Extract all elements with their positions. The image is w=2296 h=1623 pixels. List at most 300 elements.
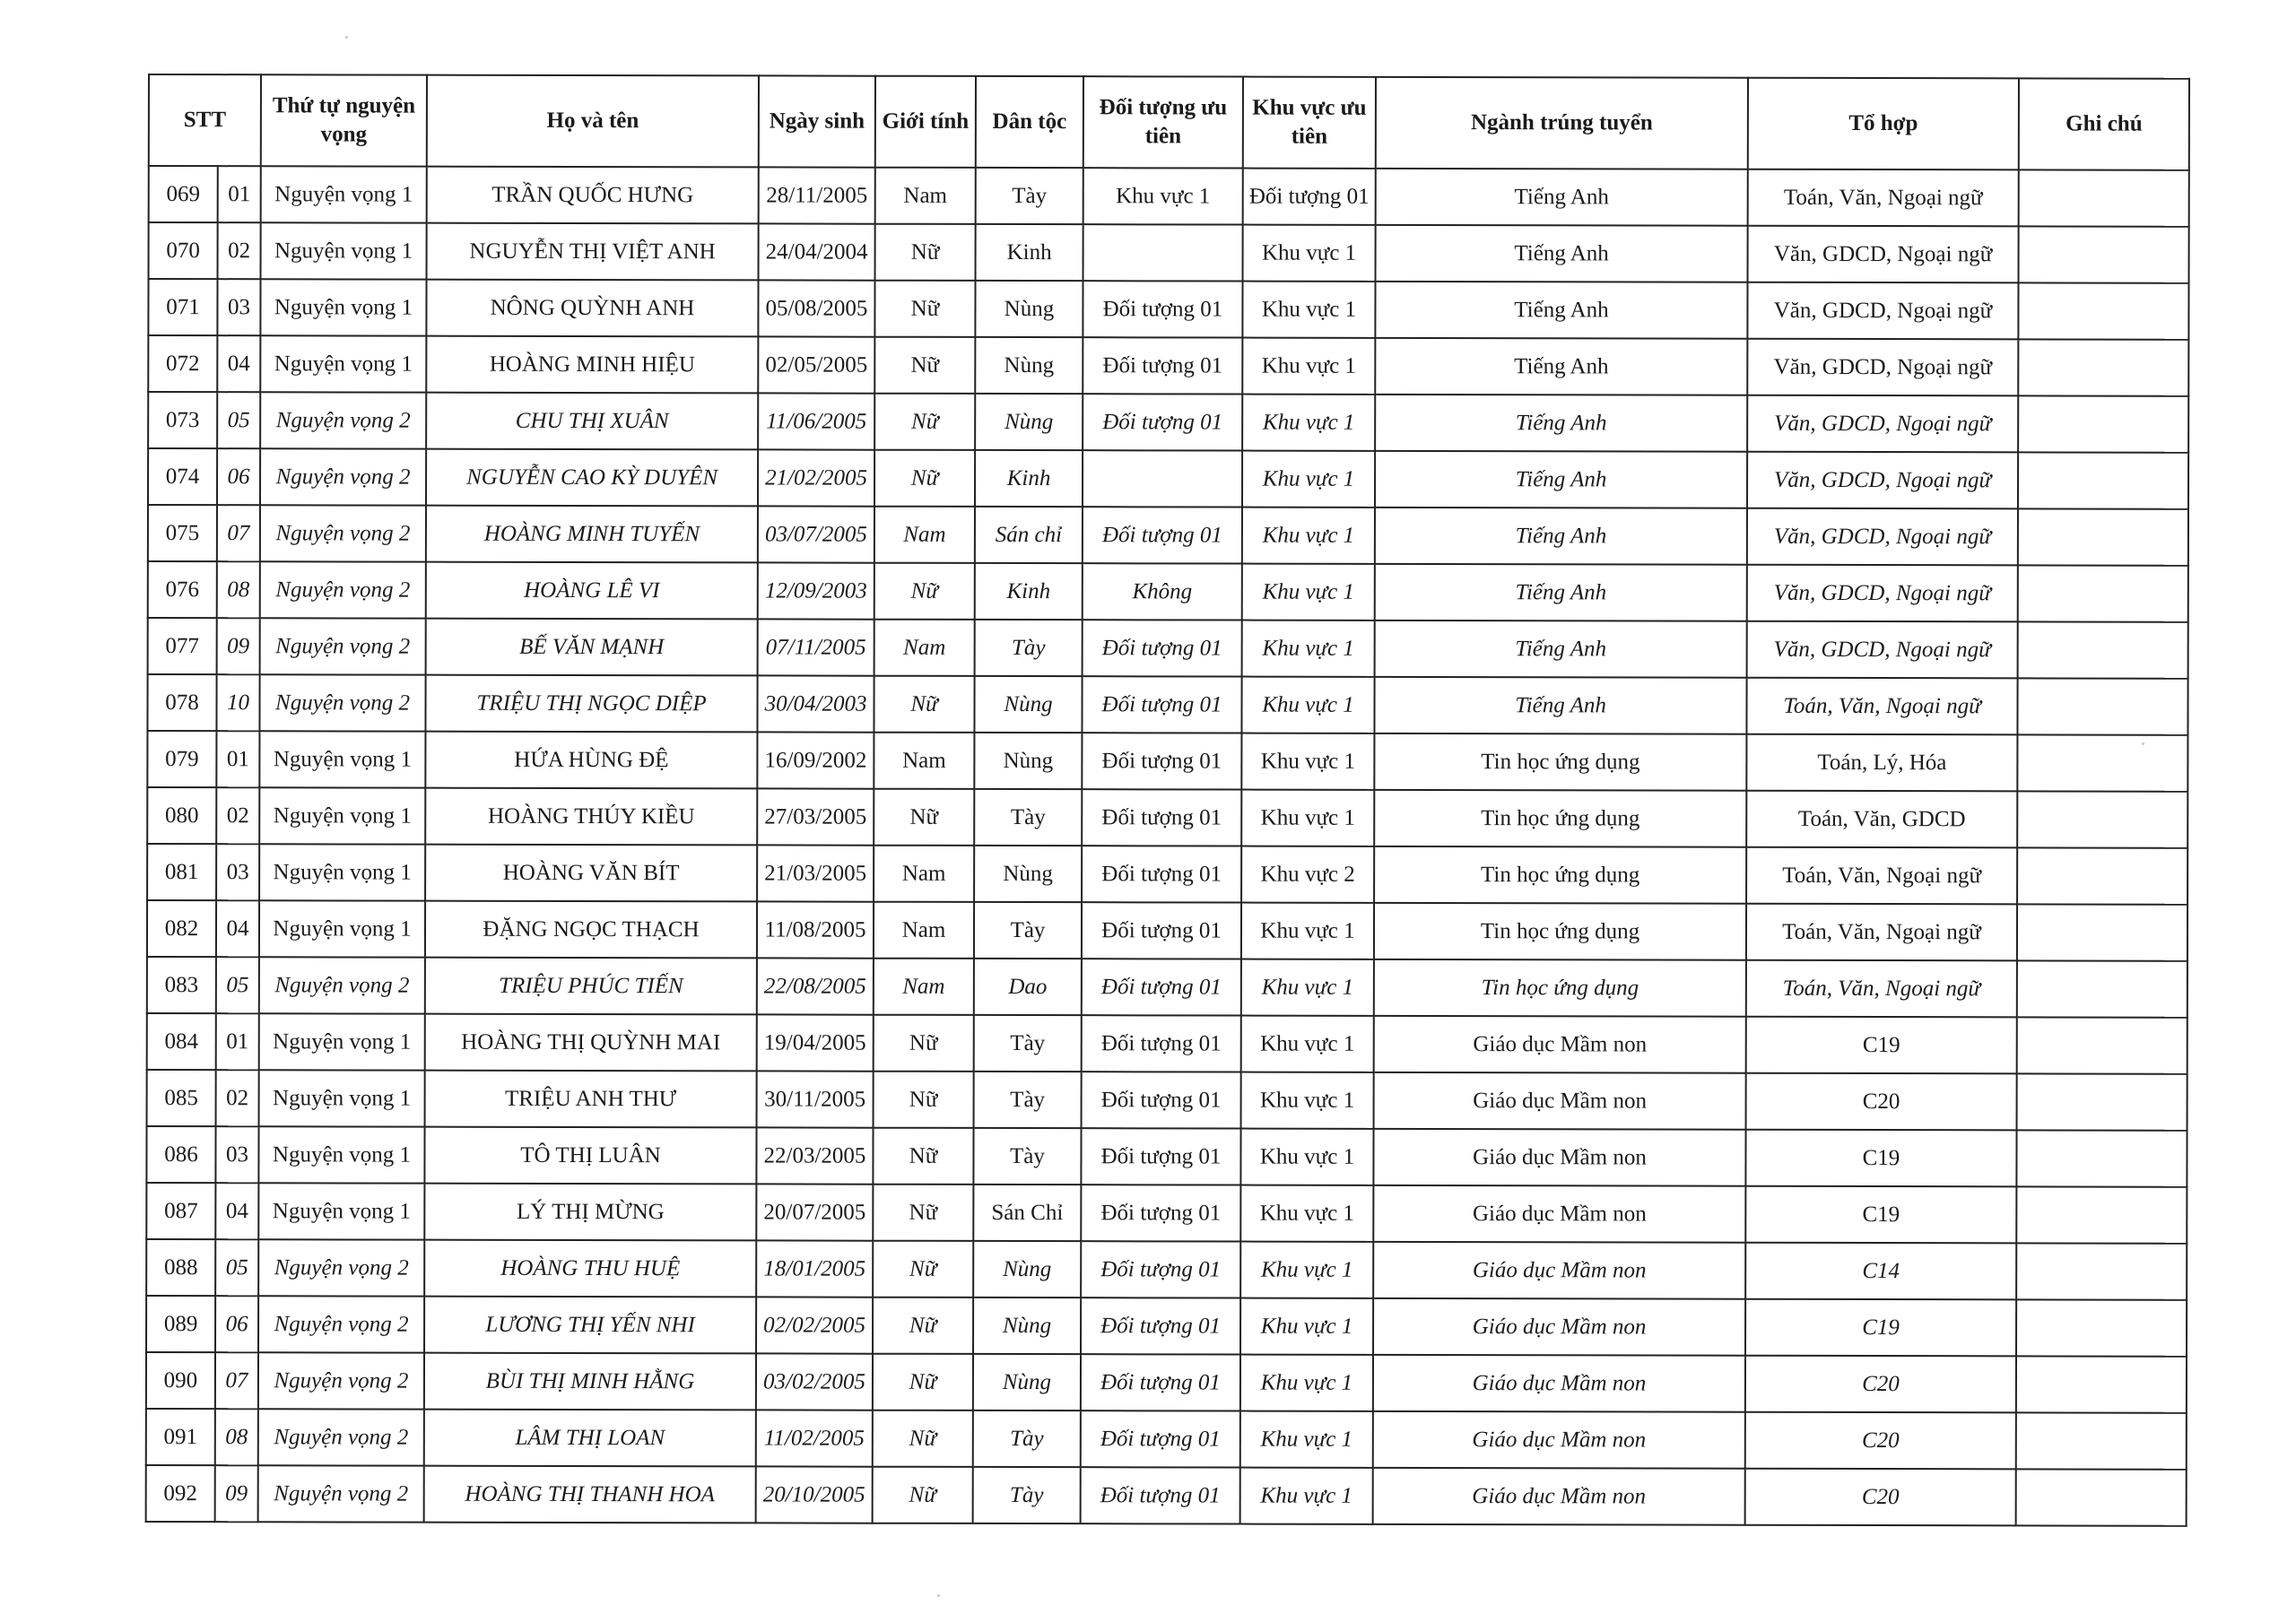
cell-name: TRIỆU THỊ NGỌC DIỆP bbox=[425, 675, 757, 733]
cell-name: NGUYỄN CAO KỲ DUYÊN bbox=[426, 449, 758, 507]
cell-sub-index: 05 bbox=[216, 957, 259, 1013]
table-row bbox=[147, 957, 2187, 1018]
cell-sub-index: 04 bbox=[217, 335, 260, 392]
cell-order: Nguyện vọng 2 bbox=[260, 561, 426, 618]
table-row bbox=[148, 505, 2188, 566]
cell-note bbox=[2018, 621, 2188, 678]
cell-combination: Văn, GDCD, Ngoại ngữ bbox=[1747, 282, 2018, 340]
cell-stt: 088 bbox=[146, 1239, 215, 1296]
table-row bbox=[148, 561, 2188, 622]
cell-name: BÙI THỊ MINH HẰNG bbox=[424, 1353, 756, 1410]
cell-name: LÂM THỊ LOAN bbox=[424, 1410, 756, 1467]
cell-name: LƯƠNG THỊ YẾN NHI bbox=[424, 1297, 756, 1354]
cell-gender: Nữ bbox=[874, 450, 975, 507]
cell-major: Giáo dục Mầm non bbox=[1373, 1468, 1745, 1525]
cell-combination: Toán, Văn, GDCD bbox=[1746, 791, 2017, 848]
cell-priority-group: Không bbox=[1083, 563, 1242, 620]
cell-gender: Nữ bbox=[874, 394, 975, 450]
cell-order: Nguyện vọng 1 bbox=[261, 222, 427, 279]
cell-priority-area: Khu vực 1 bbox=[1242, 395, 1375, 451]
table-row bbox=[149, 222, 2189, 283]
cell-priority-area: Khu vực 1 bbox=[1240, 1129, 1373, 1185]
cell-ethnicity: Nùng bbox=[975, 337, 1083, 394]
cell-sub-index: 09 bbox=[217, 618, 260, 674]
cell-note bbox=[2016, 1186, 2187, 1243]
cell-dob: 05/08/2005 bbox=[758, 280, 874, 336]
cell-order: Nguyện vọng 1 bbox=[258, 1126, 424, 1183]
cell-ethnicity: Tày bbox=[973, 1128, 1081, 1185]
cell-gender: Nữ bbox=[874, 337, 975, 394]
cell-note bbox=[2016, 1243, 2187, 1299]
cell-note bbox=[2017, 904, 2187, 960]
cell-note bbox=[2019, 226, 2189, 282]
cell-combination: Văn, GDCD, Ngoại ngữ bbox=[1748, 226, 2019, 283]
cell-name: TRIỆU PHÚC TIẾN bbox=[425, 958, 757, 1015]
cell-major: Tiếng Anh bbox=[1375, 338, 1747, 395]
cell-ethnicity: Nùng bbox=[974, 733, 1082, 789]
cell-sub-index: 03 bbox=[215, 1126, 258, 1183]
cell-order: Nguyện vọng 1 bbox=[259, 900, 425, 957]
cell-dob: 21/03/2005 bbox=[757, 845, 874, 901]
cell-stt: 083 bbox=[147, 957, 216, 1013]
cell-sub-index: 06 bbox=[215, 1296, 258, 1352]
table-row bbox=[146, 1126, 2187, 1187]
cell-note bbox=[2017, 1017, 2187, 1073]
cell-priority-group: Đối tượng 01 bbox=[1081, 1410, 1240, 1467]
cell-order: Nguyện vọng 1 bbox=[259, 731, 425, 787]
cell-priority-area: Đối tượng 01 bbox=[1243, 169, 1376, 225]
cell-priority-area: Khu vực 1 bbox=[1242, 338, 1375, 395]
cell-name: NÔNG QUỲNH ANH bbox=[426, 280, 758, 337]
cell-sub-index: 05 bbox=[217, 392, 260, 448]
cell-priority-group: Đối tượng 01 bbox=[1081, 1298, 1240, 1354]
cell-major: Tiếng Anh bbox=[1375, 395, 1747, 452]
table-row bbox=[146, 1409, 2187, 1470]
cell-dob: 11/02/2005 bbox=[756, 1410, 873, 1466]
cell-order: Nguyện vọng 1 bbox=[260, 279, 426, 335]
cell-gender: Nữ bbox=[874, 1015, 974, 1072]
cell-ethnicity: Kinh bbox=[976, 224, 1083, 281]
cell-sub-index: 08 bbox=[217, 561, 260, 618]
cell-priority-group: Đối tượng 01 bbox=[1081, 1185, 1240, 1241]
cell-priority-area: Khu vực 2 bbox=[1241, 846, 1374, 903]
cell-major: Giáo dục Mầm non bbox=[1373, 1185, 1745, 1243]
header-dob: Ngày sinh bbox=[759, 75, 875, 167]
cell-major: Giáo dục Mầm non bbox=[1373, 1355, 1745, 1412]
table-row bbox=[146, 1239, 2187, 1300]
cell-sub-index: 03 bbox=[216, 844, 259, 900]
cell-priority-area: Khu vực 1 bbox=[1241, 959, 1374, 1016]
cell-order: Nguyện vọng 2 bbox=[260, 392, 426, 448]
cell-order: Nguyện vọng 1 bbox=[258, 1183, 424, 1239]
table-row bbox=[146, 1183, 2187, 1244]
cell-gender: Nữ bbox=[873, 1467, 973, 1523]
cell-dob: 24/04/2004 bbox=[759, 223, 875, 280]
cell-dob: 02/02/2005 bbox=[756, 1297, 873, 1353]
document-sheet bbox=[145, 74, 2188, 1527]
cell-priority-area: Khu vực 1 bbox=[1242, 621, 1375, 677]
cell-order: Nguyện vọng 1 bbox=[261, 166, 427, 222]
cell-order: Nguyện vọng 1 bbox=[259, 1013, 425, 1070]
cell-major: Giáo dục Mầm non bbox=[1374, 1072, 1746, 1130]
cell-priority-area: Khu vực 1 bbox=[1242, 282, 1375, 338]
header-combination: Tổ hợp bbox=[1748, 78, 2019, 170]
cell-sub-index: 05 bbox=[215, 1239, 258, 1296]
cell-priority-area: Khu vực 1 bbox=[1241, 903, 1374, 959]
cell-ethnicity: Sán chỉ bbox=[975, 507, 1083, 563]
cell-order: Nguyện vọng 2 bbox=[258, 1409, 424, 1465]
cell-stt: 086 bbox=[146, 1126, 215, 1183]
cell-name: HOÀNG THỊ THANH HOA bbox=[424, 1466, 756, 1523]
cell-stt: 080 bbox=[147, 787, 216, 844]
cell-gender: Nữ bbox=[874, 676, 974, 733]
cell-priority-area: Khu vực 1 bbox=[1240, 1468, 1373, 1524]
cell-stt: 079 bbox=[147, 731, 216, 787]
cell-major: Tin học ứng dụng bbox=[1374, 959, 1746, 1017]
header-row bbox=[149, 74, 2189, 170]
cell-priority-group: Đối tượng 01 bbox=[1082, 789, 1241, 846]
cell-combination: Toán, Lý, Hóa bbox=[1746, 734, 2017, 792]
cell-major: Tin học ứng dụng bbox=[1374, 733, 1746, 791]
scan-speck bbox=[937, 1594, 940, 1597]
cell-stt: 090 bbox=[146, 1352, 215, 1409]
table-row bbox=[148, 448, 2188, 509]
cell-name: TRIỆU ANH THƯ bbox=[425, 1071, 757, 1128]
cell-note bbox=[2017, 1073, 2187, 1130]
cell-ethnicity: Nùng bbox=[974, 676, 1082, 733]
cell-note bbox=[2018, 282, 2188, 339]
cell-ethnicity: Tày bbox=[973, 1467, 1081, 1523]
cell-order: Nguyện vọng 2 bbox=[260, 448, 426, 505]
cell-gender: Nữ bbox=[873, 1354, 973, 1410]
cell-name: HOÀNG LÊ VI bbox=[426, 562, 758, 620]
header-priority-area: Khu vực ưu tiên bbox=[1243, 77, 1376, 169]
cell-dob: 07/11/2005 bbox=[758, 619, 874, 675]
cell-ethnicity: Tày bbox=[974, 902, 1082, 959]
cell-gender: Nữ bbox=[873, 1241, 973, 1298]
cell-ethnicity: Nùng bbox=[975, 281, 1083, 337]
cell-priority-area: Khu vực 1 bbox=[1240, 1411, 1373, 1468]
cell-priority-group bbox=[1083, 450, 1242, 507]
cell-gender: Nữ bbox=[873, 1410, 973, 1467]
cell-note bbox=[2018, 508, 2188, 565]
cell-gender: Nam bbox=[874, 733, 974, 789]
table-row bbox=[147, 1013, 2187, 1074]
cell-note bbox=[2018, 339, 2188, 395]
cell-priority-group: Đối tượng 01 bbox=[1083, 281, 1242, 337]
cell-sub-index: 08 bbox=[215, 1409, 258, 1465]
cell-combination: Văn, GDCD, Ngoại ngữ bbox=[1747, 508, 2018, 566]
cell-ethnicity: Nùng bbox=[973, 1241, 1081, 1298]
cell-major: Tiếng Anh bbox=[1376, 225, 1748, 282]
cell-sub-index: 01 bbox=[216, 1013, 259, 1070]
cell-major: Giáo dục Mầm non bbox=[1373, 1242, 1745, 1299]
cell-dob: 12/09/2003 bbox=[758, 562, 874, 619]
cell-gender: Nữ bbox=[874, 1072, 974, 1128]
cell-priority-group: Đối tượng 01 bbox=[1083, 507, 1242, 563]
cell-combination: Văn, GDCD, Ngoại ngữ bbox=[1747, 565, 2018, 622]
cell-order: Nguyện vọng 1 bbox=[259, 844, 425, 900]
cell-dob: 20/10/2005 bbox=[756, 1466, 873, 1523]
cell-sub-index: 07 bbox=[217, 505, 260, 561]
cell-combination: C19 bbox=[1745, 1299, 2016, 1357]
cell-ethnicity: Nùng bbox=[974, 846, 1082, 902]
cell-sub-index: 09 bbox=[215, 1465, 258, 1522]
cell-note bbox=[2016, 1356, 2187, 1412]
cell-priority-area: Khu vực 1 bbox=[1240, 1355, 1373, 1411]
cell-combination: Văn, GDCD, Ngoại ngữ bbox=[1747, 621, 2018, 679]
cell-stt: 081 bbox=[147, 844, 216, 900]
table-row bbox=[146, 1352, 2187, 1413]
cell-gender: Nam bbox=[874, 620, 975, 676]
cell-stt: 087 bbox=[146, 1183, 215, 1239]
cell-name: TRẦN QUỐC HƯNG bbox=[427, 167, 759, 224]
cell-gender: Nữ bbox=[874, 563, 975, 620]
cell-combination: Toán, Văn, Ngoại ngữ bbox=[1748, 169, 2019, 227]
cell-order: Nguyện vọng 2 bbox=[258, 1465, 424, 1522]
cell-combination: C20 bbox=[1745, 1356, 2016, 1413]
cell-sub-index: 02 bbox=[218, 222, 261, 279]
cell-major: Tiếng Anh bbox=[1374, 677, 1746, 734]
cell-note bbox=[2016, 1299, 2187, 1356]
cell-stt: 077 bbox=[148, 618, 217, 674]
cell-sub-index: 02 bbox=[216, 1070, 259, 1126]
cell-note bbox=[2017, 791, 2187, 847]
cell-priority-area: Khu vực 1 bbox=[1240, 1185, 1373, 1242]
cell-name: HỨA HÙNG ĐỆ bbox=[425, 732, 757, 789]
cell-stt: 073 bbox=[148, 392, 217, 448]
cell-priority-area: Khu vực 1 bbox=[1241, 733, 1374, 790]
cell-major: Tiếng Anh bbox=[1375, 621, 1747, 678]
cell-combination: C19 bbox=[1745, 1130, 2016, 1187]
cell-combination: Toán, Văn, Ngoại ngữ bbox=[1746, 678, 2017, 735]
cell-priority-area: Khu vực 1 bbox=[1242, 451, 1375, 508]
table-row bbox=[146, 1296, 2187, 1357]
cell-name: TÔ THỊ LUÂN bbox=[424, 1127, 756, 1185]
cell-major: Giáo dục Mầm non bbox=[1373, 1411, 1745, 1469]
scan-speck bbox=[345, 36, 348, 39]
cell-sub-index: 02 bbox=[216, 787, 259, 844]
cell-priority-area: Khu vực 1 bbox=[1243, 225, 1376, 282]
cell-combination: C20 bbox=[1745, 1412, 2016, 1470]
cell-order: Nguyện vọng 1 bbox=[260, 335, 426, 392]
table-row bbox=[147, 844, 2187, 905]
cell-gender: Nữ bbox=[873, 1298, 973, 1354]
cell-sub-index: 03 bbox=[217, 279, 260, 335]
cell-stt: 069 bbox=[149, 166, 218, 222]
cell-stt: 091 bbox=[146, 1409, 215, 1465]
cell-stt: 082 bbox=[147, 900, 216, 957]
cell-combination: C19 bbox=[1746, 1017, 2017, 1074]
header-major: Ngành trúng tuyển bbox=[1376, 77, 1748, 169]
cell-priority-area: Khu vực 1 bbox=[1241, 1016, 1374, 1072]
cell-priority-group: Đối tượng 01 bbox=[1082, 846, 1241, 902]
cell-major: Tiếng Anh bbox=[1375, 508, 1747, 565]
cell-combination: C14 bbox=[1745, 1243, 2016, 1300]
cell-combination: C19 bbox=[1745, 1186, 2016, 1244]
table-row bbox=[147, 1070, 2187, 1131]
scan-speck bbox=[2142, 742, 2144, 745]
table-row bbox=[147, 787, 2187, 848]
cell-priority-group bbox=[1083, 224, 1243, 281]
cell-gender: Nam bbox=[874, 959, 974, 1015]
cell-note bbox=[2017, 734, 2187, 791]
cell-gender: Nữ bbox=[873, 1128, 973, 1185]
header-stt: STT bbox=[149, 74, 261, 166]
cell-sub-index: 01 bbox=[216, 731, 259, 787]
cell-combination: Toán, Văn, Ngoại ngữ bbox=[1746, 960, 2017, 1018]
cell-order: Nguyện vọng 2 bbox=[258, 1352, 424, 1409]
cell-combination: Toán, Văn, Ngoại ngữ bbox=[1746, 904, 2017, 961]
table-row bbox=[148, 279, 2188, 340]
cell-order: Nguyện vọng 1 bbox=[259, 787, 425, 844]
table-row bbox=[148, 335, 2188, 396]
cell-note bbox=[2017, 678, 2187, 734]
cell-major: Giáo dục Mầm non bbox=[1373, 1129, 1745, 1186]
cell-ethnicity: Tày bbox=[974, 1072, 1082, 1128]
cell-note bbox=[2017, 960, 2187, 1017]
cell-name: HOÀNG THỊ QUỲNH MAI bbox=[425, 1014, 757, 1072]
cell-combination: Văn, GDCD, Ngoại ngữ bbox=[1747, 452, 2018, 509]
cell-combination: Toán, Văn, Ngoại ngữ bbox=[1746, 847, 2017, 905]
cell-gender: Nữ bbox=[875, 224, 976, 281]
header-priority-group: Đối tượng ưu tiên bbox=[1083, 76, 1243, 168]
cell-stt: 070 bbox=[149, 222, 218, 279]
cell-priority-group: Đối tượng 01 bbox=[1082, 902, 1241, 959]
cell-sub-index: 07 bbox=[215, 1352, 258, 1409]
cell-sub-index: 01 bbox=[218, 166, 261, 222]
cell-priority-group: Đối tượng 01 bbox=[1083, 394, 1242, 450]
cell-stt: 076 bbox=[148, 561, 217, 618]
cell-ethnicity: Sán Chỉ bbox=[973, 1185, 1081, 1241]
cell-priority-group: Đối tượng 01 bbox=[1082, 733, 1241, 789]
cell-priority-group: Khu vực 1 bbox=[1083, 168, 1243, 224]
cell-note bbox=[2016, 1412, 2187, 1469]
cell-note bbox=[2018, 452, 2188, 508]
cell-gender: Nữ bbox=[874, 281, 975, 337]
cell-major: Tiếng Anh bbox=[1375, 451, 1747, 508]
cell-dob: 18/01/2005 bbox=[756, 1240, 873, 1297]
cell-stt: 071 bbox=[148, 279, 217, 335]
cell-name: CHU THỊ XUÂN bbox=[426, 393, 758, 450]
cell-dob: 11/08/2005 bbox=[757, 901, 874, 958]
table-row bbox=[149, 166, 2189, 227]
cell-priority-area: Khu vực 1 bbox=[1241, 677, 1374, 733]
cell-major: Tiếng Anh bbox=[1375, 564, 1747, 621]
cell-stt: 092 bbox=[146, 1465, 215, 1522]
cell-dob: 19/04/2005 bbox=[757, 1014, 874, 1071]
table-row bbox=[147, 731, 2187, 792]
cell-note bbox=[2017, 847, 2187, 904]
table-body bbox=[146, 166, 2189, 1526]
cell-combination: Văn, GDCD, Ngoại ngữ bbox=[1747, 395, 2018, 453]
cell-priority-group: Đối tượng 01 bbox=[1083, 337, 1242, 394]
cell-name: NGUYỄN THỊ VIỆT ANH bbox=[427, 223, 759, 281]
cell-priority-area: Khu vực 1 bbox=[1240, 1298, 1373, 1355]
cell-note bbox=[2019, 169, 2189, 226]
cell-combination: C20 bbox=[1745, 1469, 2016, 1526]
table-row bbox=[146, 1465, 2187, 1526]
cell-name: HOÀNG THÚY KIỀU bbox=[425, 788, 757, 846]
cell-major: Tiếng Anh bbox=[1375, 282, 1747, 339]
cell-name: HOÀNG MINH HIỆU bbox=[426, 336, 758, 394]
cell-ethnicity: Nùng bbox=[975, 394, 1083, 450]
cell-major: Giáo dục Mầm non bbox=[1373, 1298, 1745, 1356]
cell-gender: Nữ bbox=[873, 1185, 973, 1241]
cell-dob: 21/02/2005 bbox=[758, 449, 874, 506]
cell-priority-group: Đối tượng 01 bbox=[1081, 1241, 1240, 1298]
cell-name: ĐẶNG NGỌC THẠCH bbox=[425, 901, 757, 959]
cell-gender: Nam bbox=[875, 168, 976, 224]
cell-combination: C20 bbox=[1746, 1073, 2017, 1131]
cell-dob: 28/11/2005 bbox=[759, 167, 875, 223]
cell-stt: 074 bbox=[148, 448, 217, 505]
cell-name: HOÀNG THU HUỆ bbox=[424, 1240, 756, 1298]
cell-priority-group: Đối tượng 01 bbox=[1083, 620, 1242, 676]
cell-dob: 27/03/2005 bbox=[757, 788, 874, 845]
cell-dob: 16/09/2002 bbox=[757, 732, 874, 788]
cell-stt: 075 bbox=[148, 505, 217, 561]
cell-priority-area: Khu vực 1 bbox=[1241, 1072, 1374, 1129]
cell-ethnicity: Kinh bbox=[975, 450, 1083, 507]
cell-dob: 03/02/2005 bbox=[756, 1353, 873, 1410]
cell-dob: 30/04/2003 bbox=[757, 675, 874, 732]
table-row bbox=[148, 392, 2188, 453]
cell-sub-index: 06 bbox=[217, 448, 260, 505]
cell-order: Nguyện vọng 2 bbox=[260, 505, 426, 561]
table-row bbox=[147, 900, 2187, 961]
cell-dob: 30/11/2005 bbox=[757, 1071, 874, 1127]
cell-dob: 22/03/2005 bbox=[756, 1127, 873, 1184]
cell-ethnicity: Kinh bbox=[975, 563, 1083, 620]
cell-priority-area: Khu vực 1 bbox=[1242, 508, 1375, 564]
cell-stt: 072 bbox=[148, 335, 217, 392]
cell-dob: 20/07/2005 bbox=[756, 1184, 873, 1240]
cell-name: HOÀNG MINH TUYẾN bbox=[426, 506, 758, 563]
cell-gender: Nam bbox=[874, 846, 974, 902]
cell-priority-group: Đối tượng 01 bbox=[1082, 1072, 1241, 1128]
header-ethnicity: Dân tộc bbox=[976, 76, 1083, 168]
cell-major: Tin học ứng dụng bbox=[1374, 903, 1746, 960]
cell-order: Nguyện vọng 2 bbox=[259, 674, 425, 731]
cell-sub-index: 10 bbox=[216, 674, 259, 731]
cell-priority-group: Đối tượng 01 bbox=[1082, 676, 1241, 733]
cell-order: Nguyện vọng 2 bbox=[259, 957, 425, 1013]
cell-ethnicity: Nùng bbox=[973, 1298, 1081, 1354]
cell-priority-group: Đối tượng 01 bbox=[1081, 1467, 1240, 1523]
cell-note bbox=[2016, 1130, 2187, 1186]
cell-ethnicity: Nùng bbox=[973, 1354, 1081, 1410]
cell-priority-area: Khu vực 1 bbox=[1240, 1242, 1373, 1298]
cell-major: Tiếng Anh bbox=[1376, 169, 1748, 226]
cell-name: HOÀNG VĂN BÍT bbox=[425, 845, 757, 902]
cell-order: Nguyện vọng 2 bbox=[258, 1296, 424, 1352]
cell-priority-area: Khu vực 1 bbox=[1242, 564, 1375, 621]
cell-priority-group: Đối tượng 01 bbox=[1082, 959, 1241, 1015]
table-row bbox=[148, 618, 2188, 679]
cell-major: Giáo dục Mầm non bbox=[1374, 1016, 1746, 1073]
cell-major: Tin học ứng dụng bbox=[1374, 790, 1746, 847]
cell-note bbox=[2016, 1469, 2187, 1525]
header-name: Họ và tên bbox=[427, 75, 759, 168]
header-note: Ghi chú bbox=[2019, 78, 2189, 169]
cell-ethnicity: Tày bbox=[976, 168, 1083, 224]
table-row bbox=[147, 674, 2187, 735]
cell-priority-group: Đối tượng 01 bbox=[1081, 1128, 1240, 1185]
admission-table bbox=[145, 74, 2190, 1527]
cell-name: BẾ VĂN MẠNH bbox=[426, 619, 758, 676]
header-gender: Giới tính bbox=[875, 76, 976, 168]
